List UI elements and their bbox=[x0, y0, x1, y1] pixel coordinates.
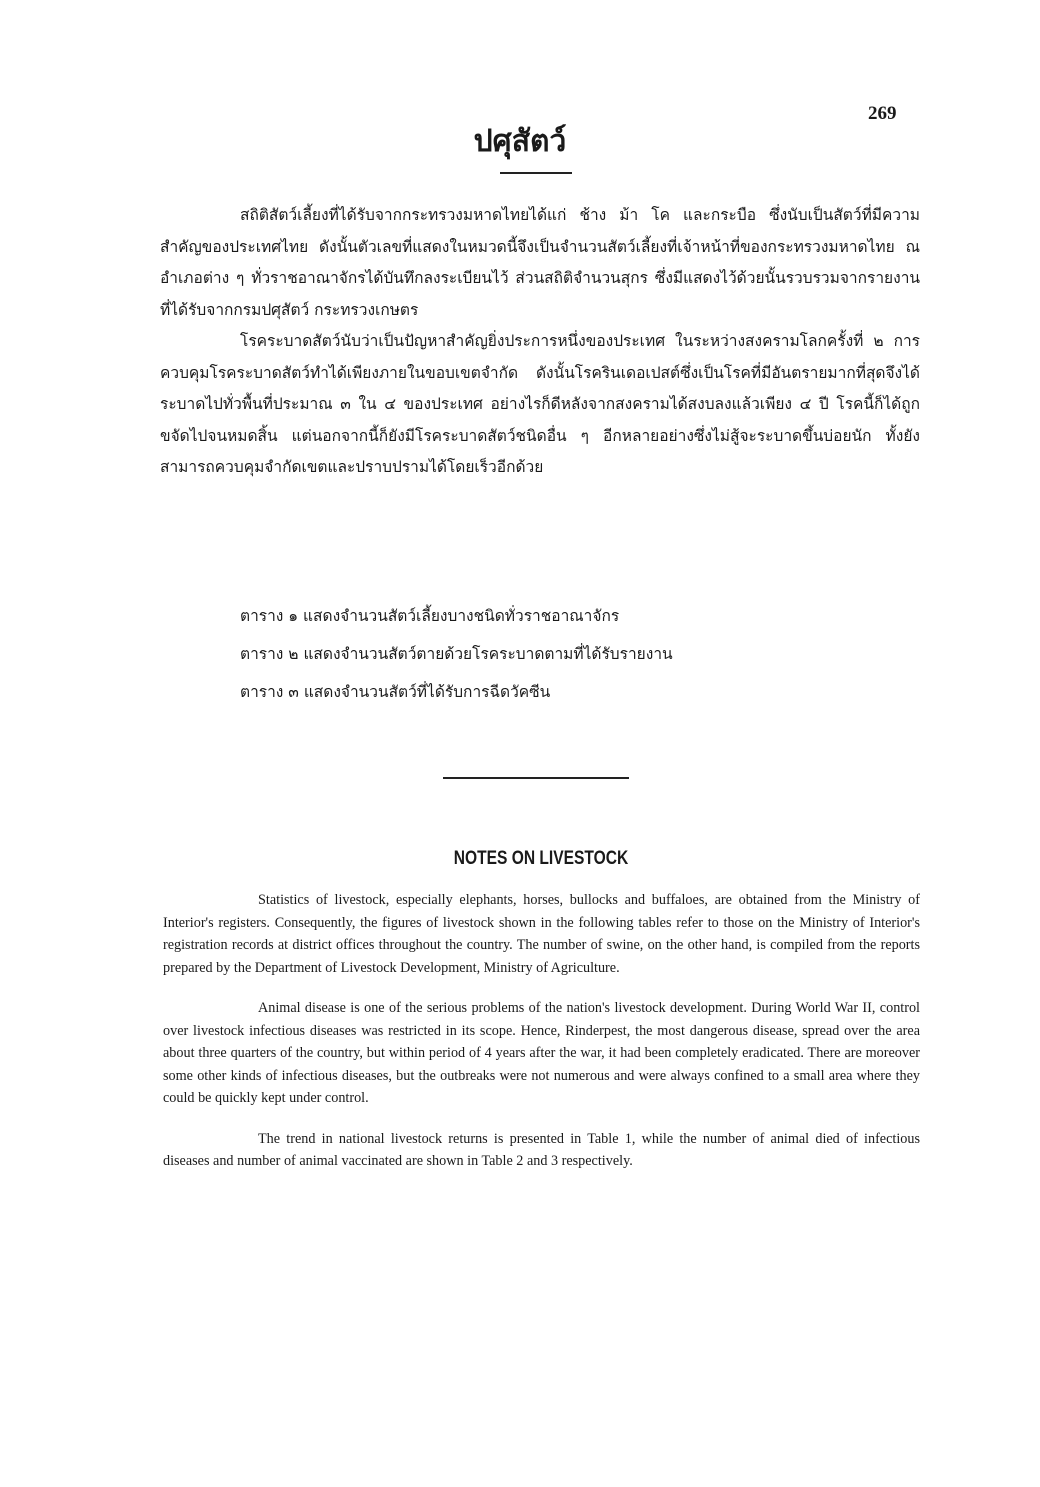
thai-table-item: ตาราง ๓ แสดงจำนวนสัตว์ที่ได้รับการฉีดวัคซีน bbox=[240, 683, 551, 701]
title-underline bbox=[500, 172, 572, 174]
thai-table-item: ตาราง ๒ แสดงจำนวนสัตว์ตายด้วยโรคระบาดตามที่ได้รับรายงาน bbox=[240, 645, 673, 663]
thai-table-list bbox=[240, 597, 920, 711]
page-number: 269 bbox=[868, 103, 897, 124]
thai-section-title: ปศุสัตว์ bbox=[473, 124, 567, 159]
thai-table-item: ตาราง ๑ แสดงจำนวนสัตว์เลี้ยงบางชนิดทั่วราชอาณาจักร bbox=[240, 607, 620, 625]
thai-paragraph: โรคระบาดสัตว์นับว่าเป็นปัญหาสำคัญยิ่งประการหนึ่งของประเทศ ในระหว่างสงครามโลกครั้งที่ ๒ การควบคุมโรคระบาดสัตว์ทำได้เพียงภายในขอบเขตจำกัด ดังนั้นโรครินเดอเปสต์ซึ่งเป็นโรคที่มีอันตรายมากที่สุดจึงได้ระบาดไปทั่วพื้นที่ประมาณ ๓ ใน ๔ ของประเทศ อย่างไรก็ดีหลังจากสงครามได้สงบลงแล้วเพียง ๔ ปี โรคนี้ก็ได้ถูกขจัดไปจนหมดสิ้น แต่นอกจากนี้ก็ยังมีโรคระบาดสัตว์ชนิดอื่น ๆ อีกหลายอย่างซึ่งไม่สู้จะระบาดขึ้นบ่อยนัก ทั้งยังสามารถควบคุมจำกัดเขตและปราบปรามได้โดยเร็วอีกด้วย bbox=[160, 332, 920, 476]
english-paragraph: Statistics of livestock, especially elephants, horses, bullocks and buffaloes, are obtained from the Ministry of Interior's registers. Consequently, the figures of livestock shown in the following tables refer to those on the Ministry of Interior's registration records at district offices throughout the country. The number of swine, on the other hand, is compiled from the reports prepared by the Department of Livestock Development, Ministry of Agriculture. bbox=[163, 892, 920, 976]
english-paragraph: The trend in national livestock returns is presented in Table 1, while the number of animal died of infectious diseases and number of animal vaccinated are shown in Table 2 and 3 respectively. bbox=[163, 1130, 920, 1169]
english-section-title: NOTES ON LIVESTOCK bbox=[453, 848, 629, 869]
thai-paragraph: สถิติสัตว์เลี้ยงที่ได้รับจากกระทรวงมหาดไทยได้แก่ ช้าง ม้า โค และกระบือ ซึ่งนับเป็นสัตว์ที่มีความสำคัญของประเทศไทย ดังนั้นตัวเลขที่แสดงในหมวดนี้จึงเป็นจำนวนสัตว์เลี้ยงที่เจ้าหน้าที่ของกระทรวงมหาดไทย ณ อำเภอต่าง ๆ ทั่วราชอาณาจักรได้บันทึกลงระเบียนไว้ ส่วนสถิติจำนวนสุกร ซึ่งมีแสดงไว้ด้วยนั้นรวบรวมจากรายงานที่ได้รับจากกรมปศุสัตว์ กระทรวงเกษตร bbox=[160, 206, 920, 319]
thai-body bbox=[160, 200, 920, 484]
english-paragraph: Animal disease is one of the serious problems of the nation's livestock development. During World War II, control over livestock infectious diseases was restricted in its scope. Hence, Rinderpest, the most dangerous disease, spread over the area about three quarters of the country, but within period of 4 years after the war, it had been completely eradicated. There are moreover some other kinds of infectious diseases, but the outbreaks were not numerous and were always confined to a small area where they could be quickly kept under control. bbox=[163, 1000, 920, 1106]
english-body bbox=[163, 889, 920, 1191]
section-divider bbox=[443, 777, 629, 779]
